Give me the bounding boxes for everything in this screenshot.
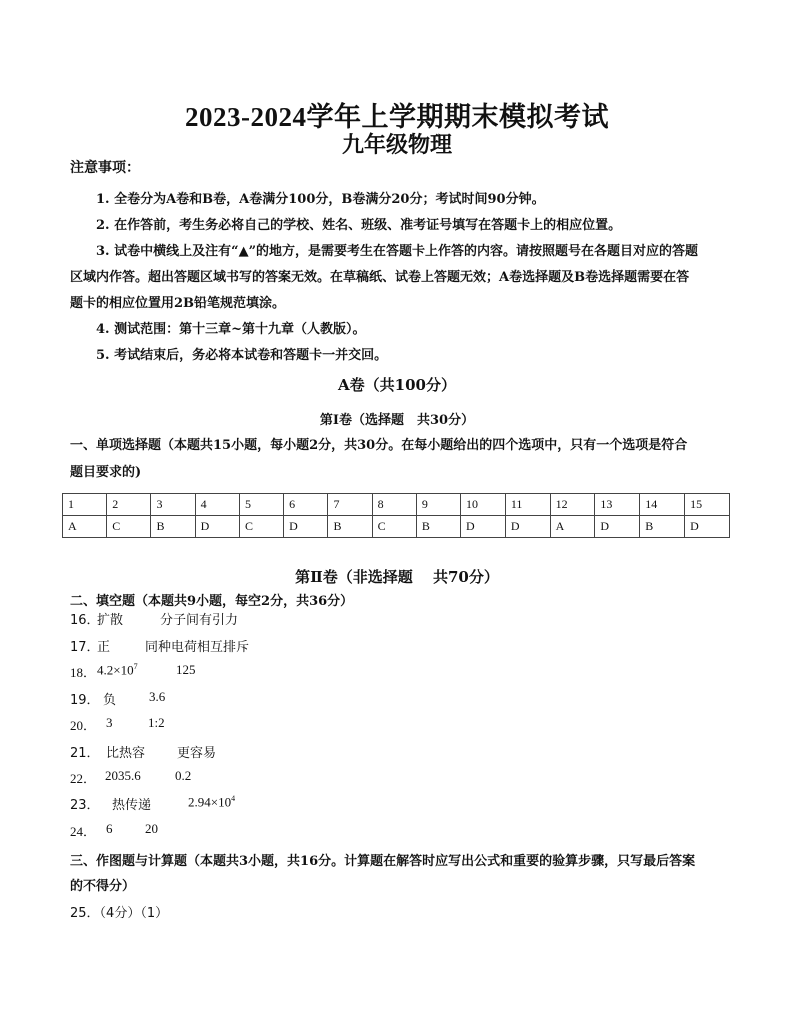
exam-title: 2023-2024学年上学期期末模拟考试 [185, 102, 609, 132]
table-cell: C [107, 516, 151, 538]
table-cell: D [284, 516, 328, 538]
table-cell: 13 [595, 494, 640, 516]
table-cell: 11 [505, 494, 550, 516]
note-item: 4. 测试范围：第十三章~第十九章（人教版）。 [96, 322, 366, 337]
question-25: 25．（4分）（1） [70, 906, 169, 921]
table-cell: 3 [151, 494, 195, 516]
table-cell: 8 [372, 494, 416, 516]
note-item: 1. 全卷分为A卷和B卷，A卷满分100分，B卷满分20分；考试时间90分钟。 [96, 192, 545, 207]
table-cell: C [372, 516, 416, 538]
table-cell: D [505, 516, 550, 538]
question-1-desc: 一、单项选择题（本题共15小题，每小题2分，共30分。在每小题给出的四个选项中，只有一个选项是符合 [70, 438, 688, 453]
calc-heading-cont: 的不得分） [70, 879, 136, 894]
table-row-answers [63, 516, 730, 538]
table-cell: 5 [239, 494, 283, 516]
table-cell: D [461, 516, 506, 538]
notes-heading: 注意事项： [70, 160, 140, 176]
table-row-numbers [63, 494, 730, 516]
table-cell: 4 [195, 494, 239, 516]
table-cell: 12 [550, 494, 595, 516]
table-cell: 2 [107, 494, 151, 516]
table-cell: 14 [640, 494, 685, 516]
table-cell: 7 [328, 494, 372, 516]
question-1-desc-cont: 题目要求的) [70, 465, 142, 480]
table-cell: D [195, 516, 239, 538]
table-cell: 6 [284, 494, 328, 516]
table-cell: D [595, 516, 640, 538]
table-cell: B [416, 516, 460, 538]
section-2-title: 第Ⅱ卷（非选择题 共70分） [295, 568, 499, 586]
table-cell: A [550, 516, 595, 538]
note-item: 3. 试卷中横线上及注有“▲”的地方，是需要考生在答题卡上作答的内容。请按照题号在各题目对应的答题 [96, 244, 699, 259]
section-1-title: 第Ⅰ卷（选择题 共30分） [319, 413, 475, 428]
table-cell: 10 [461, 494, 506, 516]
exam-subtitle: 九年级物理 [341, 132, 452, 157]
calc-heading: 三、作图题与计算题（本题共3小题，共16分。计算题在解答时应写出公式和重要的验算步骤，只写最后答案 [70, 854, 696, 869]
note-item: 5. 考试结束后，务必将本试卷和答题卡一并交回。 [96, 348, 388, 363]
table-cell: B [328, 516, 372, 538]
table-cell: 9 [416, 494, 460, 516]
table-cell: C [239, 516, 283, 538]
table-cell: B [640, 516, 685, 538]
table-cell: A [63, 516, 107, 538]
table-cell: B [151, 516, 195, 538]
note-item-cont: 区域内作答。超出答题区域书写的答案无效。在草稿纸、试卷上答题无效；A卷选择题及B卷选择题需要在答 [70, 270, 690, 285]
fill-heading: 二、填空题（本题共9小题，每空2分，共36分） [70, 594, 354, 609]
table-cell: 15 [685, 494, 730, 516]
table-cell: D [685, 516, 730, 538]
note-item-cont: 题卡的相应位置用2B铅笔规范填涂。 [70, 296, 286, 311]
part-a-title: A卷（共100分） [338, 376, 456, 394]
note-item: 2. 在作答前，考生务必将自己的学校、姓名、班级、准考证号填写在答题卡上的相应位置。 [96, 218, 622, 233]
table-cell: 1 [63, 494, 107, 516]
choice-answer-table [62, 493, 730, 538]
